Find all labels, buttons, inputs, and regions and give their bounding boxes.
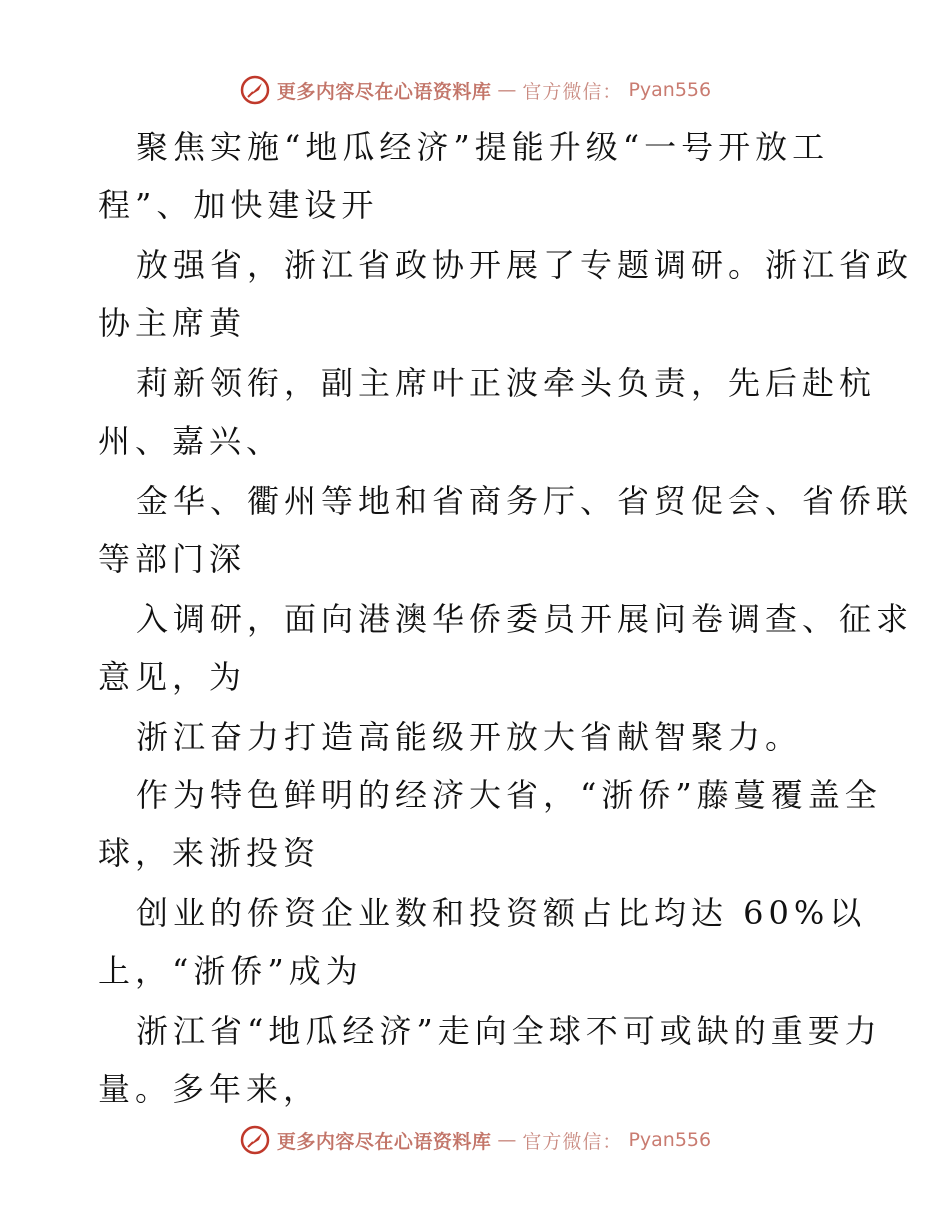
text-line: 上，“浙侨”成为: [98, 952, 363, 990]
text-line: 创业的侨资企业数和投资额占比均达 60%以: [136, 894, 867, 932]
header-watermark: [0, 72, 950, 108]
text-line: 放强省，浙江省政协开展了专题调研。浙江省政: [136, 246, 914, 284]
text-line: 协主席黄: [98, 304, 247, 342]
text-line: 浙江省“地瓜经济”走向全球不可或缺的重要力: [136, 1012, 882, 1050]
watermark-wechat-id: Pyan556: [628, 1129, 712, 1151]
text-line: 意见，为: [98, 658, 247, 696]
watermark-main-text: 更多内容尽在心语资料库: [276, 1130, 492, 1153]
text-line: 浙江奋力打造高能级开放大省献智聚力。: [136, 718, 803, 756]
watermark-wechat-id: Pyan556: [628, 79, 712, 101]
watermark-sub-text: 官方微信：: [522, 1130, 623, 1153]
text-line: 莉新领衔，副主席叶正波牵头负责，先后赴杭: [136, 364, 877, 402]
watermark-dash: —: [497, 79, 517, 101]
footer-watermark: [0, 1122, 950, 1158]
text-line: 聚焦实施“地瓜经济”提能升级“一号开放工: [136, 128, 830, 166]
text-line: 程”、加快建设开: [98, 186, 379, 224]
text-line: 球，来浙投资: [98, 834, 321, 872]
watermark-dash: —: [497, 1129, 517, 1151]
text-line: 量。多年来，: [98, 1070, 321, 1108]
watermark-main-text: 更多内容尽在心语资料库: [276, 80, 492, 103]
quill-logo-icon: [239, 74, 271, 106]
quill-logo-icon: [239, 1124, 271, 1156]
text-line: 州、嘉兴、: [98, 422, 284, 460]
text-line: 金华、衢州等地和省商务厅、省贸促会、省侨联: [136, 482, 914, 520]
text-line: 作为特色鲜明的经济大省，“浙侨”藤蔓覆盖全: [136, 776, 882, 814]
text-line: 等部门深: [98, 540, 247, 578]
text-line: 入调研，面向港澳华侨委员开展问卷调查、征求: [136, 600, 914, 638]
watermark-sub-text: 官方微信：: [522, 80, 623, 103]
